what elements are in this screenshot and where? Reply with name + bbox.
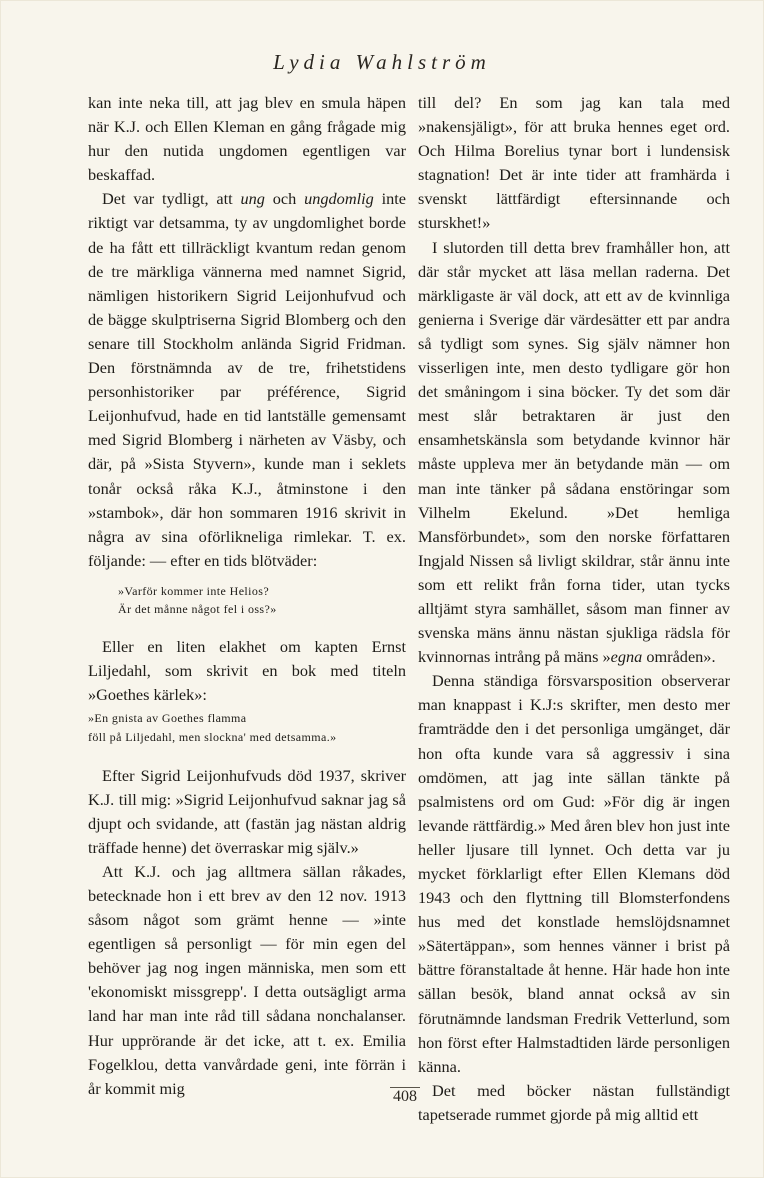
paragraph: till del? En som jag kan tala med »nakensjäligt», för att bruka hennes eget ord. Och Hilma Borelius tynar bort i lundensisk stagnation! Det är inte tider att framhärda i svenskt lättfärdigt eftersinnande och sturskhet!»	[418, 93, 730, 233]
paragraph: Det med böcker nästan fullständigt tapetserade rummet gjorde på mig alltid ett	[418, 1080, 730, 1124]
left-column	[88, 91, 406, 1101]
running-head: Lydia Wahlström	[273, 50, 491, 74]
paragraph: Efter Sigrid Leijonhufvuds död 1937, skriver K.J. till mig: »Sigrid Leijonhufvud saknar jag så djupt och svidande, att (fastän jag nästan aldrig träffade henne) det överraskar mig själv.»	[88, 765, 406, 857]
paragraph: kan inte neka till, att jag blev en smula häpen när K.J. och Ellen Kleman en gång frågade mig hur den nutida ungdomen egentligen var beskaffad.	[88, 93, 406, 185]
paragraph: Denna ständiga försvarsposition observerar man knappast i K.J:s skrifter, men desto mer framträdde den i det personliga umgänget, där hon ofta kunde vara så aggressiv i sina omdömen, att jag inte sällan tänkte på psalmistens ord om Gud: »För dig är ingen levande rättfärdig.» Med åren blev hon just inte heller ljusare till lynnet. Och detta var ju mycket förklarligt efter Ellen Klemans död 1943 och den flyttning till Blomsterfondens hus med det konstlade hemslöjdsnamnet »Sätertäppan», som hennes vänner i brist på bättre föranstaltade åt henne. Här hade hon inte sällan besök, bland annat också av sin förutnämnde landsman Fredrik Vetterlund, som hon först efter Halmstadtiden lärde personligen känna.	[418, 671, 730, 1076]
page-number: 408	[393, 1088, 417, 1105]
right-column	[418, 91, 730, 1127]
verse-line: »En gnista av Goethes flamma	[88, 711, 247, 726]
paragraph: Eller en liten elakhet om kapten Ernst Liljedahl, som skrivit en bok med titeln »Goethes kärlek»:	[88, 637, 406, 705]
verse-quote	[88, 582, 406, 619]
paragraph: Det var tydligt, att ung och ungdomlig inte riktigt var detsamma, ty av ungdomlighet borde de ha fått ett tillräckligt kvantum redan genom de tre märkliga vännerna med namnet Sigrid, nämligen historikern Sigrid Leijonhufvud och de bägge skulptriserna Sigrid Blomberg och den senare till Stockholm anlända Sigrid Fridman. Den förstnämnda av de tre, frihetstidens personhistoriker par préférence, Sigrid Leijonhufvud, hade en tid lantställe gemensamt med Sigrid Blomberg i närheten av Väsby, och där, på »Sista Styvern», kunde man i seklets tonår också råka K.J., åtminstone i den »stambok», där hon sommaren 1916 skrivit in några av sina oförlikneliga rimlekar. T. ex. följande: — efter en tids blötväder:	[88, 189, 407, 570]
verse-line: »Varför kommer inte Helios?	[118, 583, 270, 598]
paragraph: Att K.J. och jag alltmera sällan råkades, betecknade hon i ett brev av den 12 nov. 1913 såsom något som grämt henne — »inte egentligen så personligt — för min egen del behöver jag nog ingen människa, men som ett 'ekonomiskt missgrepp'. I detta outsägligt arma land har man inte råd till sådana nonchalanser. Hur upprörande är det icke, att t. ex. Emilia Fogelklou, detta vanvårdade geni, inte förrän i år kommit mig	[88, 861, 406, 1098]
verse-line: föll på Liljedahl, men slockna' med detsamma.»	[88, 729, 337, 744]
verse-quote	[88, 709, 406, 746]
paragraph: I slutorden till detta brev framhåller hon, att där står mycket att läsa mellan raderna. Det märkligaste är väl dock, att ett av de kvinnliga genierna i Sverige där värdesätter ett par andra så tydligt som synes. Sig själv nämner hon visserligen inte, men desto tydligare gör hon det småningom i sina böcker. Ty det som där mest slår betraktaren är just den ensamhetskänsla som betydande kvinnor här måste uppleva mer än betydande män — om man inte tänker på sådana enstöringar som Vilhelm Ekelund. »Det hemliga Mansförbundet», som den norske författaren Ingjald Nissen så livligt skildrar, står ännu inte som ett relikt från forna tider, utan tycks alltjämt styra samhället, såsom man finner av svenska mäns ännu nästan sjukliga rädsla för kvinnornas intrång på mäns »egna områden».	[418, 237, 730, 667]
verse-line: Är det månne något fel i oss?»	[118, 602, 277, 617]
